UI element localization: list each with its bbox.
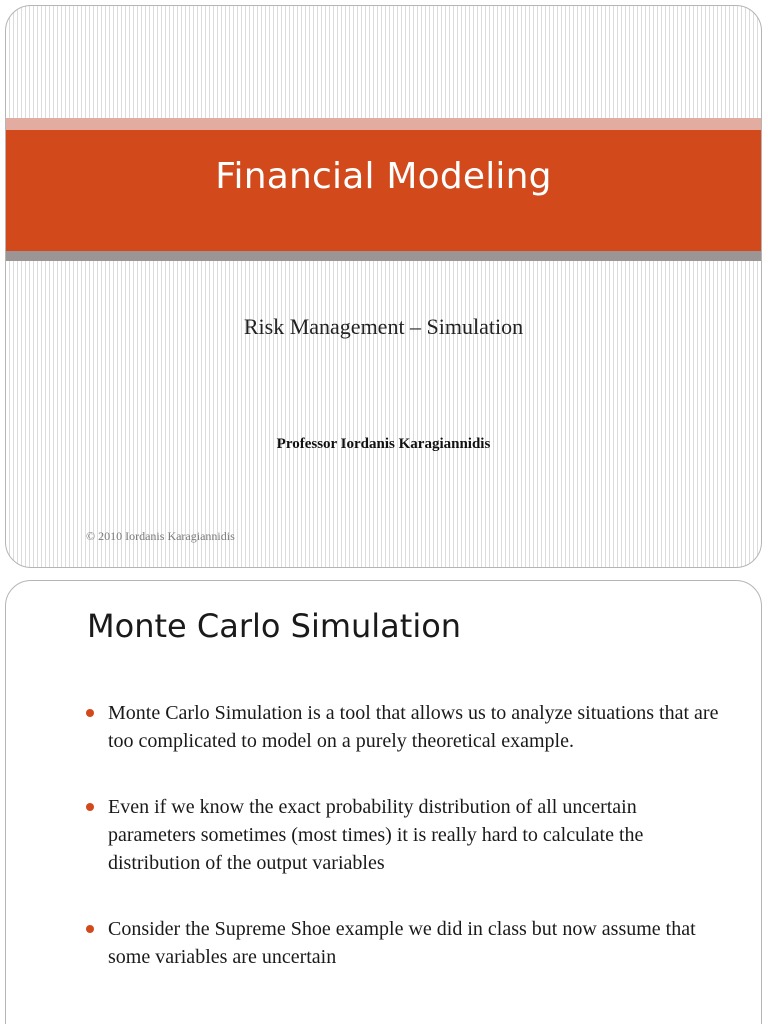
content-heading: Monte Carlo Simulation: [87, 607, 462, 645]
bullet-text: Consider the Supreme Shoe example we did in class but now assume that some variables are uncertain: [108, 918, 696, 968]
bullet-item: [86, 915, 726, 971]
title-band-top-accent: [6, 118, 761, 130]
title-slide: [5, 5, 762, 568]
bullet-text: Monte Carlo Simulation is a tool that allows us to analyze situations that are too complicated to model on a purely theoretical example.: [108, 702, 719, 752]
content-slide: [5, 580, 762, 1024]
bullet-dot-icon: [86, 709, 94, 717]
author-name: Professor Iordanis Karagiannidis: [276, 436, 491, 452]
bullet-item: [86, 699, 726, 755]
bullet-dot-icon: [86, 803, 94, 811]
slide-title: Financial Modeling: [215, 156, 552, 197]
copyright-notice: © 2010 Iordanis Karagiannidis: [86, 529, 235, 543]
bullet-item: [86, 793, 726, 877]
bullet-text: Even if we know the exact probability distribution of all uncertain parameters sometimes (most times) it is really hard to calculate the distribution of the output variables: [108, 796, 644, 874]
bullet-dot-icon: [86, 925, 94, 933]
slide-subtitle: Risk Management – Simulation: [243, 314, 524, 339]
title-band-bottom-accent: [6, 251, 761, 261]
bullet-list: [86, 699, 726, 1009]
